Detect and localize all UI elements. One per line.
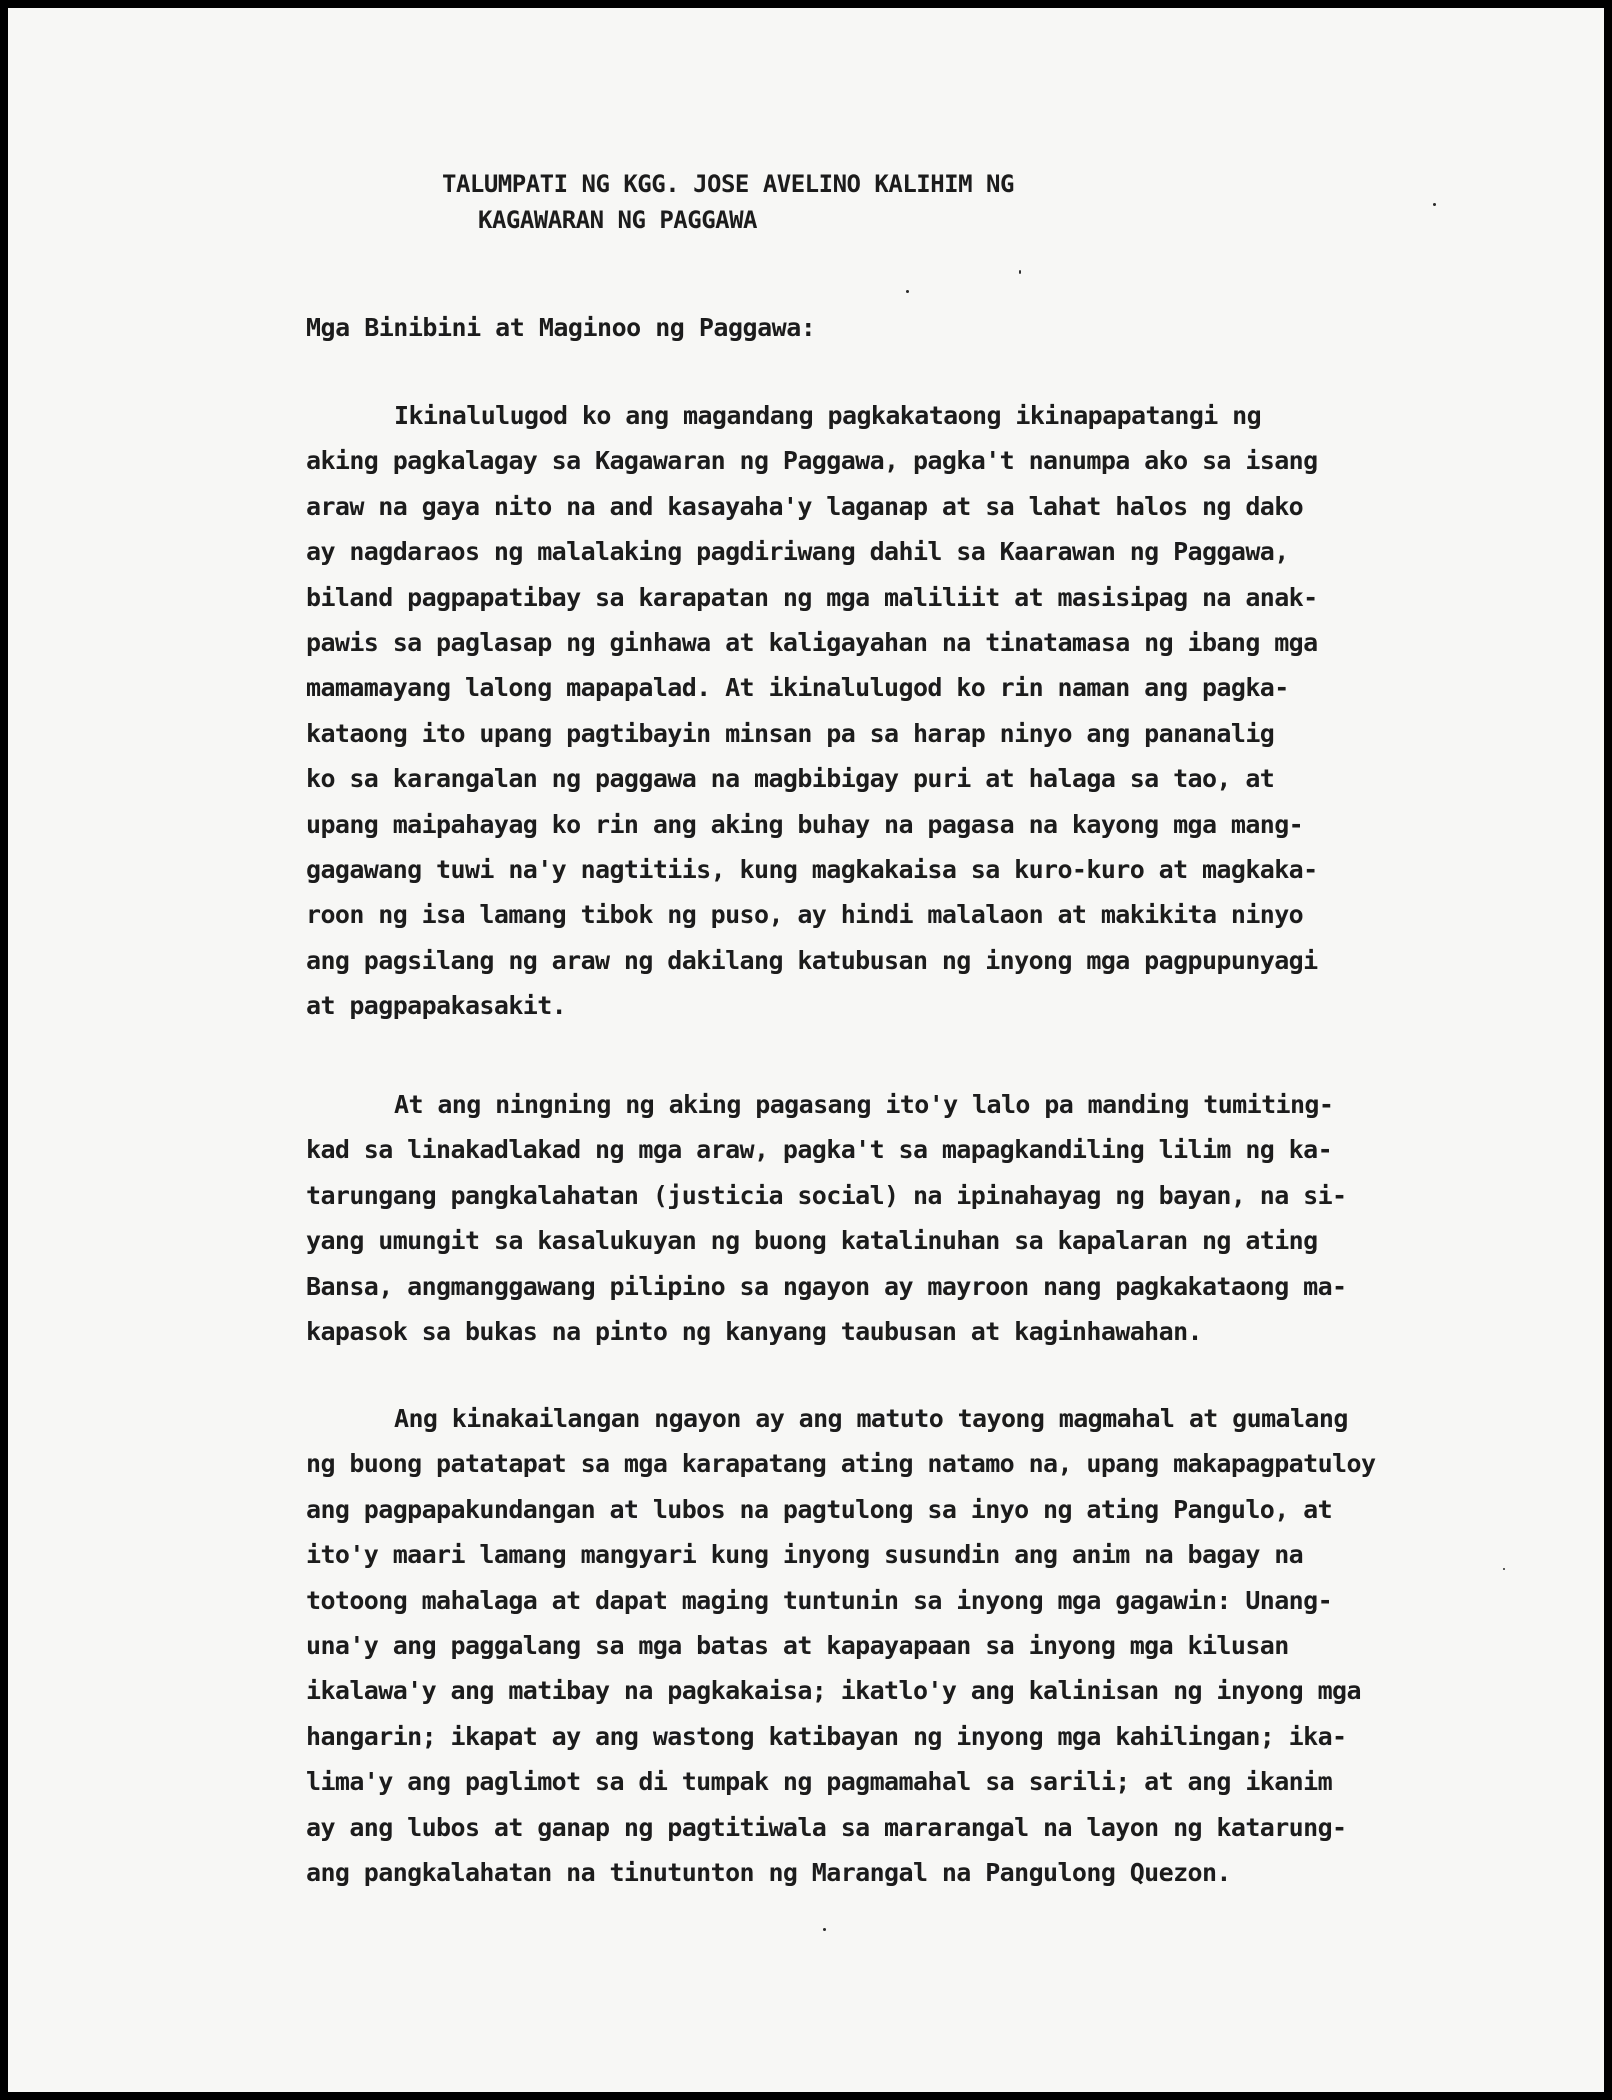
paragraph-line: kapasok sa bukas na pinto ng kanyang taubusan at kaginhawahan. [306,1316,1202,1346]
paragraph-line: ng buong patatapat sa mga karapatang ating natamo na, upang makapagpatuloy [306,1449,1376,1479]
paper-speck [1019,270,1021,274]
paragraph-line: lima'y ang paglimot sa di tumpak ng pagmamahal sa sarili; at ang ikanim [306,1767,1333,1797]
paper-speck [1503,1568,1505,1570]
paragraph-line: Bansa, angmanggawang pilipino sa ngayon ay mayroon nang pagkakataong ma- [306,1271,1347,1301]
paragraph-line: biland pagpapatibay sa karapatan ng mga maliliit at masisipag na anak- [306,582,1318,612]
paragraph-line: Ang kinakailangan ngayon ay ang matuto tayong magmahal at gumalang [394,1404,1348,1433]
paragraph-2 [306,1082,1347,1354]
paragraph-line: ito'y maari lamang mangyari kung inyong susundin ang anim na bagay na [306,1540,1304,1570]
paragraph-line: mamamayang lalong mapapalad. At ikinalulugod ko rin naman ang pagka- [306,673,1289,703]
paragraph-line: hangarin; ikapat ay ang wastong katibayan ng inyong mga kahilingan; ika- [306,1721,1347,1751]
paragraph-line: pawis sa paglasap ng ginhawa at kaligayahan na tinatamasa ng ibang mga [306,627,1318,657]
paragraph-1 [306,393,1318,1028]
paragraph-line: at pagpapakasakit. [306,991,567,1021]
paragraph-line: kataong ito upang pagtibayin minsan pa sa harap ninyo ang pananalig [306,718,1275,748]
paper-speck [823,1928,826,1931]
paragraph-line: ang pangkalahatan na tinutunton ng Marangal na Pangulong Quezon. [306,1857,1231,1887]
paragraph-line: Ikinalulugod ko ang magandang pagkakataong ikinapapatangi ng [394,401,1262,430]
paragraph-line: At ang ningning ng aking pagasang ito'y lalo pa manding tumiting- [394,1090,1334,1119]
paragraph-line: ay ang lubos at ganap ng pagtitiwala sa mararangal na layon ng katarung- [306,1812,1347,1842]
paragraph-line: upang maipahayag ko rin ang aking buhay na pagasa na kayong mga mang- [306,809,1304,839]
paragraph-line: ay nagdaraos ng malalaking pagdiriwang dahil sa Kaarawan ng Paggawa, [306,537,1289,567]
paragraph-line: totoong mahalaga at dapat maging tuntunin sa inyong mga gagawin: Unang- [306,1585,1333,1615]
document-page [8,8,1604,2092]
paragraph-line: una'y ang paggalang sa mga batas at kapayapaan sa inyong mga kilusan [306,1630,1289,1660]
title-line-1: TALUMPATI NG KGG. JOSE AVELINO KALIHIM NG [442,170,1014,198]
typed-document [8,8,1604,2092]
paragraph-line: aking pagkalagay sa Kagawaran ng Paggawa, pagka't nanumpa ako sa isang [306,446,1318,476]
paragraph-line: ang pagpapakundangan at lubos na pagtulong sa inyo ng ating Pangulo, at [306,1494,1333,1524]
paragraph-line: ang pagsilang ng araw ng dakilang katubusan ng inyong mga pagpupunyagi [306,945,1318,975]
paragraph-line: kad sa linakadlakad ng mga araw, pagka't sa mapagkandiling lilim ng ka- [306,1135,1333,1165]
paper-speck [1433,203,1436,206]
title-line-2: KAGAWARAN NG PAGGAWA [478,206,757,234]
salutation: Mga Binibini at Maginoo ng Paggawa: [306,313,816,342]
paragraph-line: araw na gaya nito na and kasayaha'y laganap at sa lahat halos ng dako [306,491,1304,521]
paragraph-line: gagawang tuwi na'y nagtitiis, kung magkakaisa sa kuro-kuro at magkaka- [306,854,1318,884]
paragraph-line: ko sa karangalan ng paggawa na magbibigay puri at halaga sa tao, at [306,764,1275,794]
paper-speck [906,290,909,293]
paragraph-3 [306,1396,1375,1895]
paragraph-line: ikalawa'y ang matibay na pagkakaisa; ikatlo'y ang kalinisan ng inyong mga [306,1676,1361,1706]
paragraph-line: roon ng isa lamang tibok ng puso, ay hindi malalaon at makikita ninyo [306,900,1304,930]
paragraph-line: tarungang pangkalahatan (justicia social) na ipinahayag ng bayan, na si- [306,1180,1347,1210]
paragraph-line: yang umungit sa kasalukuyan ng buong katalinuhan sa kapalaran ng ating [306,1226,1318,1256]
